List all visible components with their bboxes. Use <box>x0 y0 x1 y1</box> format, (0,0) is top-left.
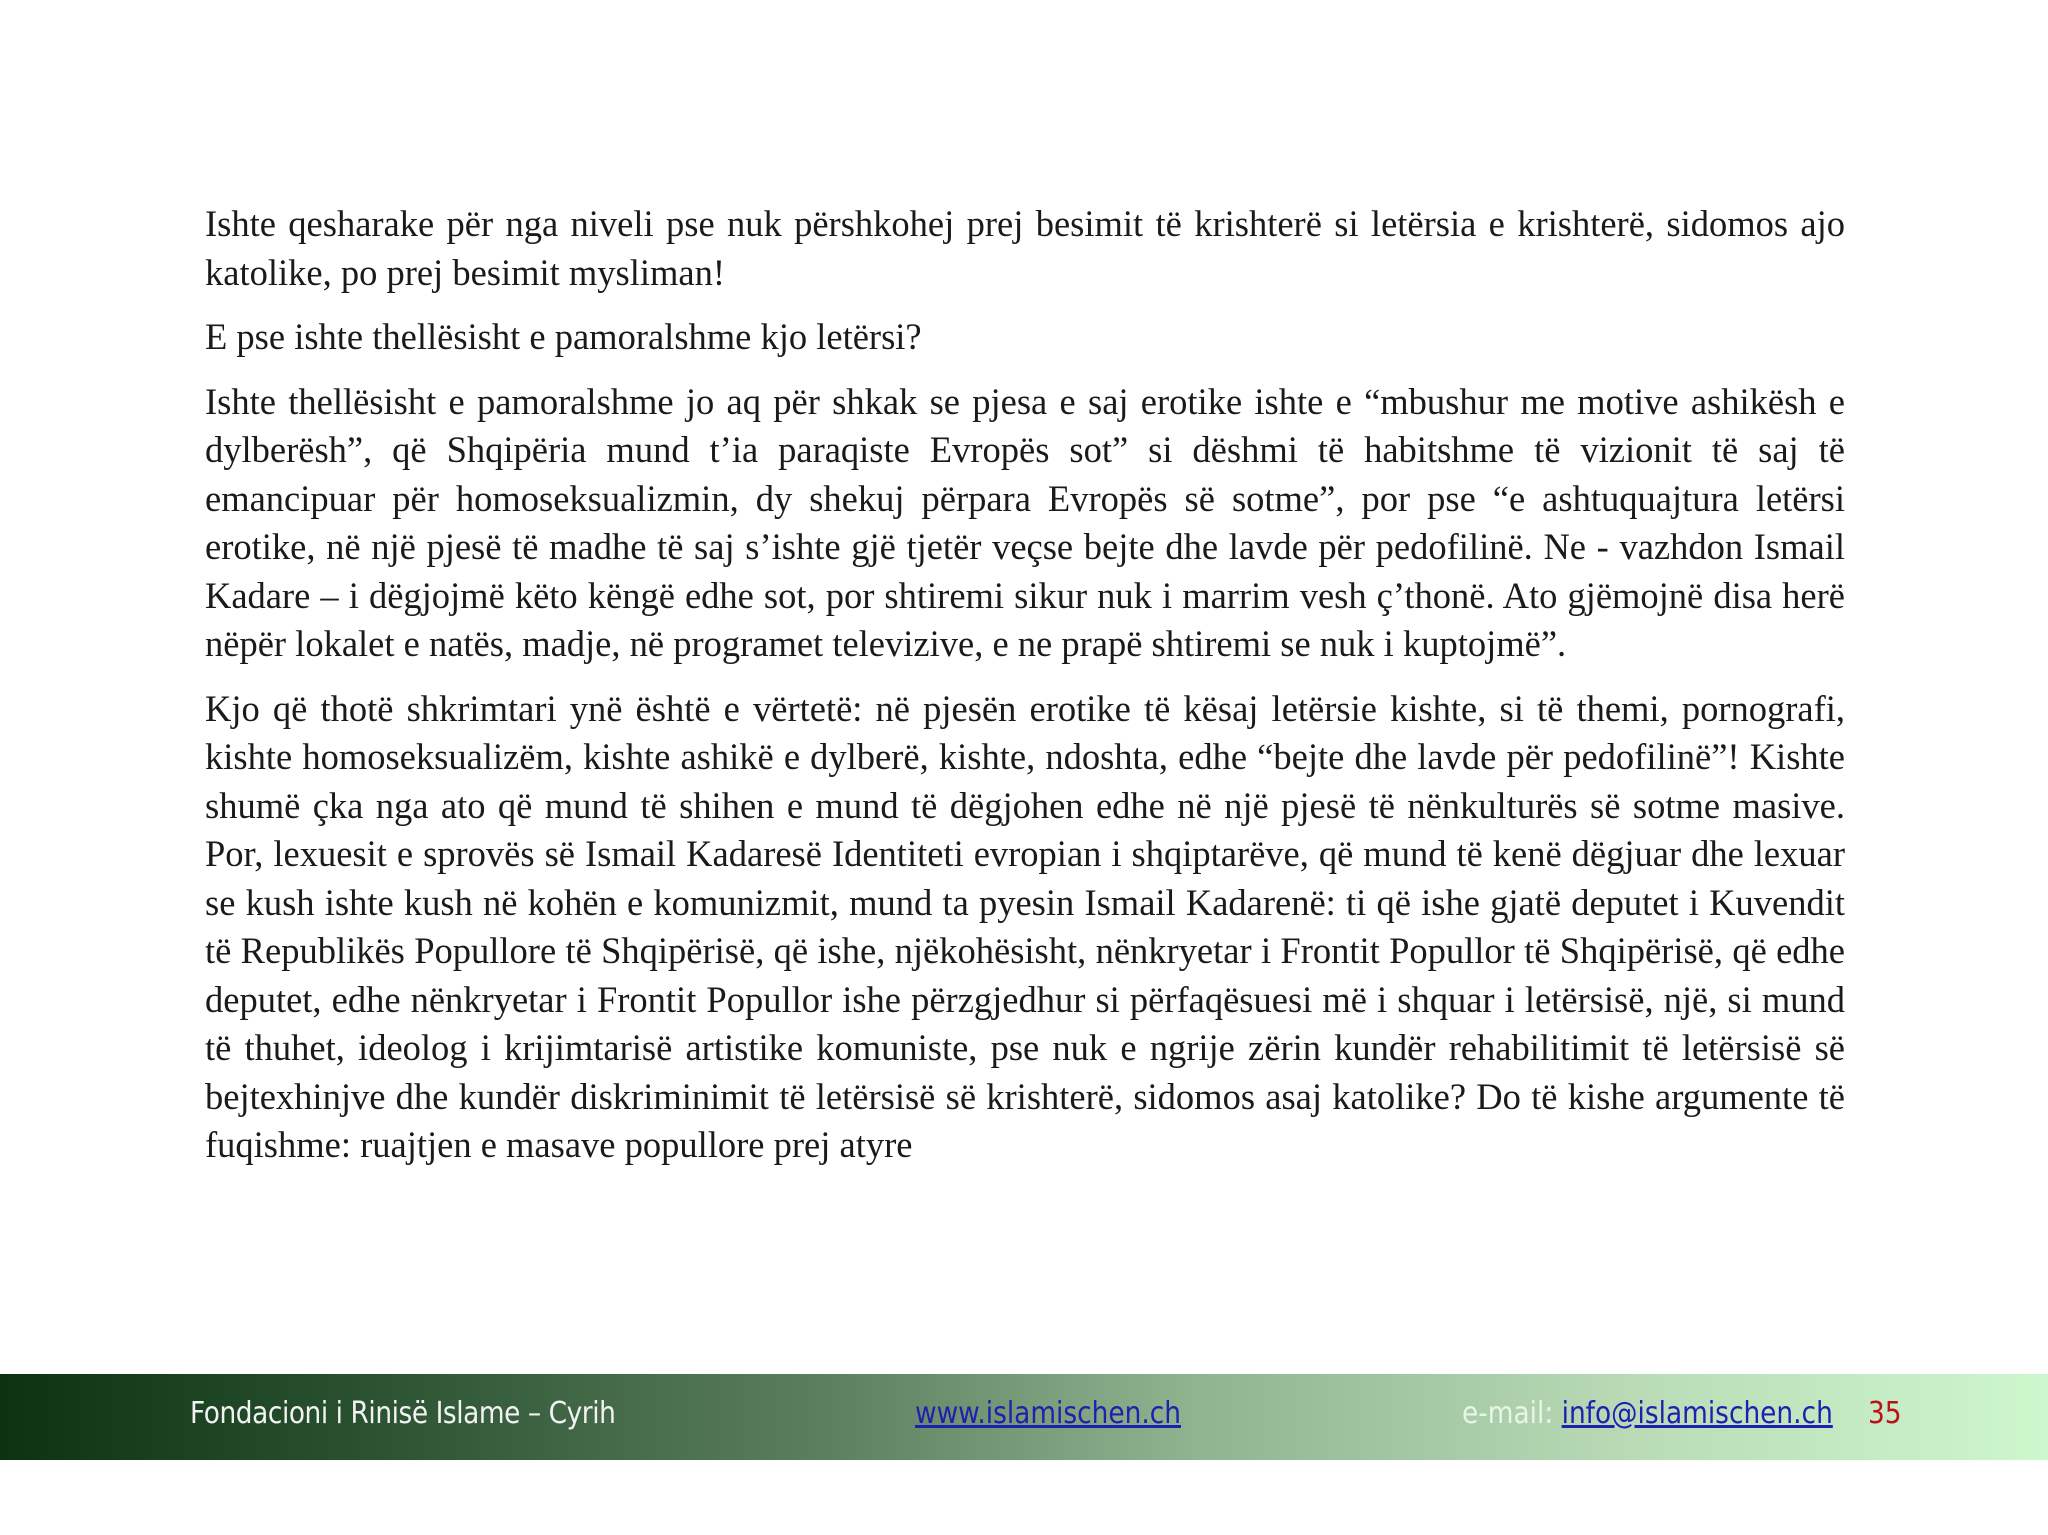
document-body <box>205 200 1845 1186</box>
paragraph-1: Ishte qesharake për nga niveli pse nuk përshkohej prej besimit të krishterë si letërsia e krishterë, sidomos ajo katolike, po prej besimit mysliman! <box>205 203 1845 293</box>
footer-email-label: e-mail: <box>1462 1396 1562 1431</box>
paragraph-2: E pse ishte thellësisht e pamoralshme kjo letërsi? <box>205 316 922 357</box>
footer-organization: Fondacioni i Rinisë Islame – Cyrih <box>190 1396 616 1431</box>
page-number: 35 <box>1868 1396 1902 1431</box>
footer-email-link[interactable]: info@islamischen.ch <box>1561 1396 1833 1431</box>
footer-website-link[interactable]: www.islamischen.ch <box>915 1396 1182 1431</box>
footer-bar <box>0 1374 2048 1460</box>
paragraph-3: Ishte thellësisht e pamoralshme jo aq për shkak se pjesa e saj erotike ishte e “mbushur me motive ashikësh e dylberësh”, që Shqipëria mund t’ia paraqiste Evropës sot” si dëshmi të habitshme të vizionit të saj të emancipuar për homoseksualizmin, dy shekuj përpara Evropës së sotme”, por pse “e ashtuquajtura letërsi erotike, në një pjesë të madhe të saj s’ishte gjë tjetër veçse bejte dhe lavde për pedofilinë. Ne - vazhdon Ismail Kadare – i dëgjojmë këto këngë edhe sot, por shtiremi sikur nuk i marrim vesh ç’thonë. Ato gjëmojnë disa herë nëpër lokalet e natës, madje, në programet televizive, e ne prapë shtiremi se nuk i kuptojmë”. <box>205 380 1845 664</box>
paragraph-4: Kjo që thotë shkrimtari ynë është e vërtetë: në pjesën erotike të kësaj letërsie kishte, si të themi, pornografi, kishte homoseksualizëm, kishte ashikë e dylberë, kishte, ndoshta, edhe “bejte dhe lavde për pedofilinë”! Kishte shumë çka nga ato që mund të shihen e mund të dëgjohen edhe në një pjesë të nënkulturës së sotme masive. Por, lexuesit e sprovës së Ismail Kadaresë Identiteti evropian i shqiptarëve, që mund të kenë dëgjuar dhe lexuar se kush ishte kush në kohën e komunizmit, mund ta pyesin Ismail Kadarenë: ti që ishe gjatë deputet i Kuvendit të Republikës Popullore të Shqipërisë, që ishe, njëkohësisht, nënkryetar i Frontit Popullor të Shqipërisë, që edhe deputet, edhe nënkryetar i Frontit Popullor ishe përzgjedhur si përfaqësuesi më i shquar i letërsisë, një, si mund të thuhet, ideolog i krijimtarisë artistike komuniste, pse nuk e ngrije zërin kundër rehabilitimit të letërsisë së bejtexhinjve dhe kundër diskriminimit të letërsisë së krishterë, sidomos asaj katolike? Do të kishe argumente të fuqishme: ruajtjen e masave popullore prej atyre <box>205 687 1845 1165</box>
footer-email <box>1462 1396 1833 1431</box>
